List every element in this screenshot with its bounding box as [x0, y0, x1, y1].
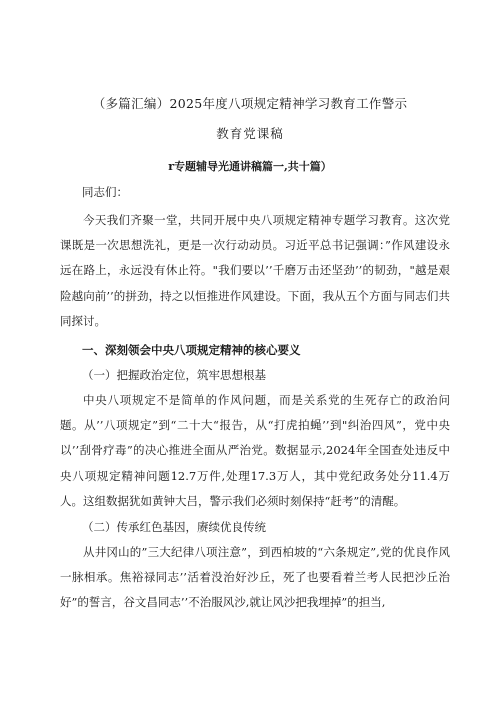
document-title-line1: （多篇汇编）2025年度八项规定精神学习教育工作警示 [92, 96, 408, 111]
document-title-line2: 教育党课稿 [216, 126, 284, 141]
subsection-heading-2: （二）传承红色基因，赓续优良传统 [82, 520, 266, 534]
salutation: 同志们： [82, 185, 128, 199]
subsection-heading-1: （一）把握政治定位，筑牢思想根基 [82, 368, 266, 382]
subsection-paragraph-1: 中央八项规定不是简单的作风问题，而是关系党的生死存亡的政治问题。从’’八项规定”到“二十大“报告，从“打虎拍蝇’’到"纠治四风”，党中央以’’刮骨疗毒”的决心推进全面从严治党。数据显示,2024年全国查处违反中央八项规定精神问题12.7万件,处理17.3万人，其中党纪政务处分11.4万人。这组数据犹如黄钟大吕，警示我们必须时刻保持“赶考”的清醒。 [60, 393, 450, 508]
section-heading-1: 一、深刻领会中央八项规定精神的核心要义 [82, 343, 301, 357]
subsection-paragraph-2: 从井冈山的”三大纪律八项注意”，到西柏坡的“六条规定”,党的优良作风一脉相承。焦裕禄同志’’活着没治好沙丘，死了也要看着兰考人民把沙丘治好”的誓言，谷文昌同志’’不治服风沙,就让风沙把我埋掉”的担当, [60, 545, 450, 610]
intro-paragraph: 今天我们齐聚一堂，共同开展中央八项规定精神专题学习教育。这次党课既是一次思想洗礼，更是一次行动动员。习近平总书记强调：”作风建设永远在路上，永远没有休止符。"我们要以’’千磨万击还坚劲’’的韧劲，"越是艰险越向前’’的拼劲，持之以恒推进作风建设。下面，我从五个方面与同志们共同探讨。 [60, 213, 450, 328]
document-subtitle: r专题辅导光通讲稿篇一,共十篇） [168, 160, 332, 173]
